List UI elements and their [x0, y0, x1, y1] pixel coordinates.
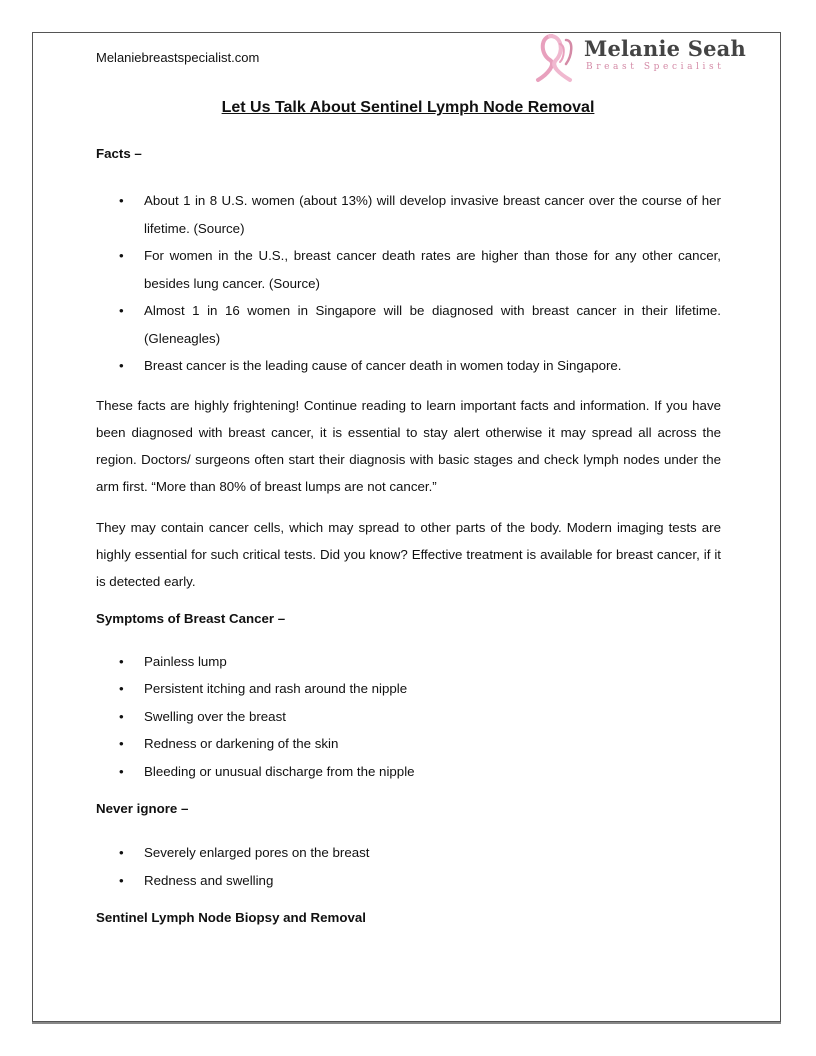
- facts-heading: Facts –: [96, 146, 142, 161]
- logo-name: Melanie Seah: [584, 36, 746, 61]
- list-item: • Breast cancer is the leading cause of cancer death in women today in Singapore.: [96, 352, 721, 380]
- list-item: • For women in the U.S., breast cancer death rates are higher than those for any other cancer, besides lung cancer. (Source): [96, 242, 721, 297]
- list-item: • Painless lump: [96, 648, 721, 676]
- paragraph: These facts are highly frightening! Continue reading to learn important facts and information. If you have been diagnosed with breast cancer, it is essential to stay alert otherwise it may spread all across the region. Doctors/ surgeons often start their diagnosis with basic stages and check lymph nodes under the arm first. “More than 80% of breast lumps are not cancer.”: [96, 397, 721, 494]
- site-url: Melaniebreastspecialist.com: [96, 50, 260, 65]
- logo: [526, 30, 746, 86]
- paragraph: They may contain cancer cells, which may spread to other parts of the body. Modern imaging tests are highly essential for such critical tests. Did you know? Effective treatment is available for breast cancer, if it is detected early.: [96, 519, 721, 589]
- never-ignore-list: [96, 839, 721, 894]
- page-title: Let Us Talk About Sentinel Lymph Node Removal: [221, 99, 595, 116]
- list-item: • Severely enlarged pores on the breast: [96, 839, 721, 867]
- logo-subtitle: Breast Specialist: [586, 62, 725, 72]
- list-item: • Redness or darkening of the skin: [96, 730, 721, 758]
- never-ignore-heading: Never ignore –: [96, 801, 189, 816]
- list-item: • About 1 in 8 U.S. women (about 13%) will develop invasive breast cancer over the course of her lifetime. (Source): [96, 187, 721, 242]
- list-item: • Swelling over the breast: [96, 703, 721, 731]
- symptoms-list: [96, 648, 721, 786]
- ribbon-logo-icon: [526, 30, 586, 86]
- sentinel-heading: Sentinel Lymph Node Biopsy and Removal: [96, 910, 366, 925]
- list-item: • Redness and swelling: [96, 867, 721, 895]
- facts-list: [96, 187, 721, 380]
- list-item: • Persistent itching and rash around the nipple: [96, 675, 721, 703]
- symptoms-heading: Symptoms of Breast Cancer –: [96, 610, 286, 626]
- document-body: [96, 144, 721, 928]
- list-item: • Bleeding or unusual discharge from the nipple: [96, 758, 721, 786]
- list-item: • Almost 1 in 16 women in Singapore will be diagnosed with breast cancer in their lifetime. (Gleneagles): [96, 297, 721, 352]
